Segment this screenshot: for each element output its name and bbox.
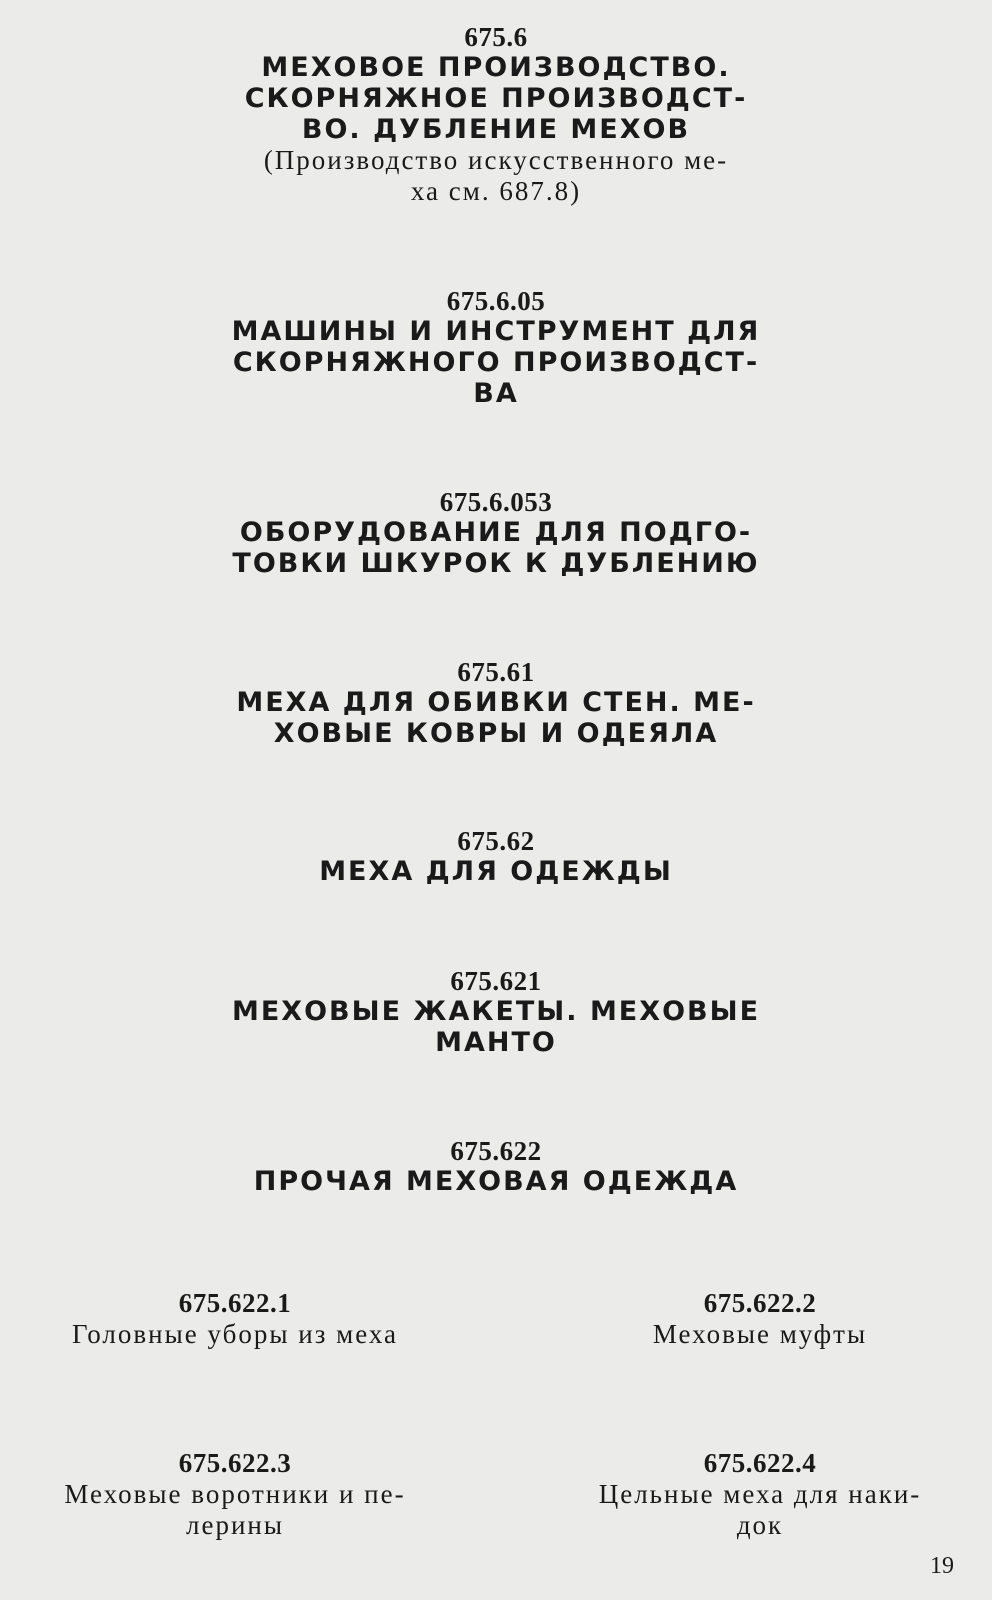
section-675-61 [0, 657, 992, 749]
section-heading-line: ВО. ДУБЛЕНИЕ МЕХОВ [301, 114, 691, 145]
section-code: 675.6 [464, 22, 528, 52]
section-675-6-05 [0, 286, 992, 409]
section-heading-line: МЕХОВОЕ ПРОИЗВОДСТВО. [261, 52, 731, 83]
section-code: 675.6.053 [439, 487, 553, 517]
section-heading-line: МАШИНЫ И ИНСТРУМЕНТ ДЛЯ [231, 316, 761, 347]
subsection-code: 675.622.4 [703, 1448, 817, 1478]
subsection-text-line: док [736, 1510, 784, 1540]
section-heading-line: ТОВКИ ШКУРОК К ДУБЛЕНИЮ [232, 548, 760, 579]
subsection-code: 675.622.2 [703, 1288, 817, 1318]
subsection-675-622-2 [550, 1288, 970, 1350]
section-code: 675.6.05 [446, 286, 546, 316]
section-heading-line: МАНТО [435, 1027, 557, 1058]
subsection-675-622-4 [550, 1448, 970, 1541]
section-note-line: (Производство искусственного ме- [263, 145, 729, 175]
page-number: 19 [930, 1553, 954, 1579]
section-heading-line: ВА [473, 378, 519, 409]
section-heading-line: СКОРНЯЖНОГО ПРОИЗВОДСТ- [232, 347, 760, 378]
section-heading-line: МЕХА ДЛЯ ОДЕЖДЫ [319, 856, 673, 887]
section-675-6 [0, 22, 992, 207]
section-heading-line: МЕХОВЫЕ ЖАКЕТЫ. МЕХОВЫЕ [231, 996, 761, 1027]
subsection-code: 675.622.1 [178, 1288, 292, 1318]
section-675-621 [0, 966, 992, 1058]
section-675-622 [0, 1136, 992, 1197]
section-code: 675.621 [450, 966, 542, 996]
section-675-62 [0, 826, 992, 887]
subsection-675-622-1 [20, 1288, 450, 1350]
section-heading-line: МЕХА ДЛЯ ОБИВКИ СТЕН. МЕ- [236, 687, 756, 718]
subsection-code: 675.622.3 [178, 1448, 292, 1478]
section-code: 675.622 [450, 1136, 542, 1166]
section-heading-line: СКОРНЯЖНОЕ ПРОИЗВОДСТ- [244, 83, 748, 114]
subsection-675-622-3 [20, 1448, 450, 1541]
section-code: 675.61 [457, 657, 535, 687]
section-code: 675.62 [457, 826, 535, 856]
section-heading-line: ХОВЫЕ КОВРЫ И ОДЕЯЛА [273, 718, 719, 749]
subsection-text-line: Головные уборы из меха [72, 1319, 398, 1349]
section-heading-line: ОБОРУДОВАНИЕ ДЛЯ ПОДГО- [239, 517, 753, 548]
section-heading-line: ПРОЧАЯ МЕХОВАЯ ОДЕЖДА [253, 1166, 739, 1197]
section-675-6-053 [0, 487, 992, 579]
subsection-text-line: Меховые муфты [652, 1319, 868, 1349]
subsection-text-line: Цельные меха для наки- [598, 1479, 922, 1509]
subsection-text-line: Меховые воротники и пе- [64, 1479, 406, 1509]
subsection-text-line: лерины [186, 1510, 284, 1540]
section-note-line: ха см. 687.8) [410, 176, 582, 206]
